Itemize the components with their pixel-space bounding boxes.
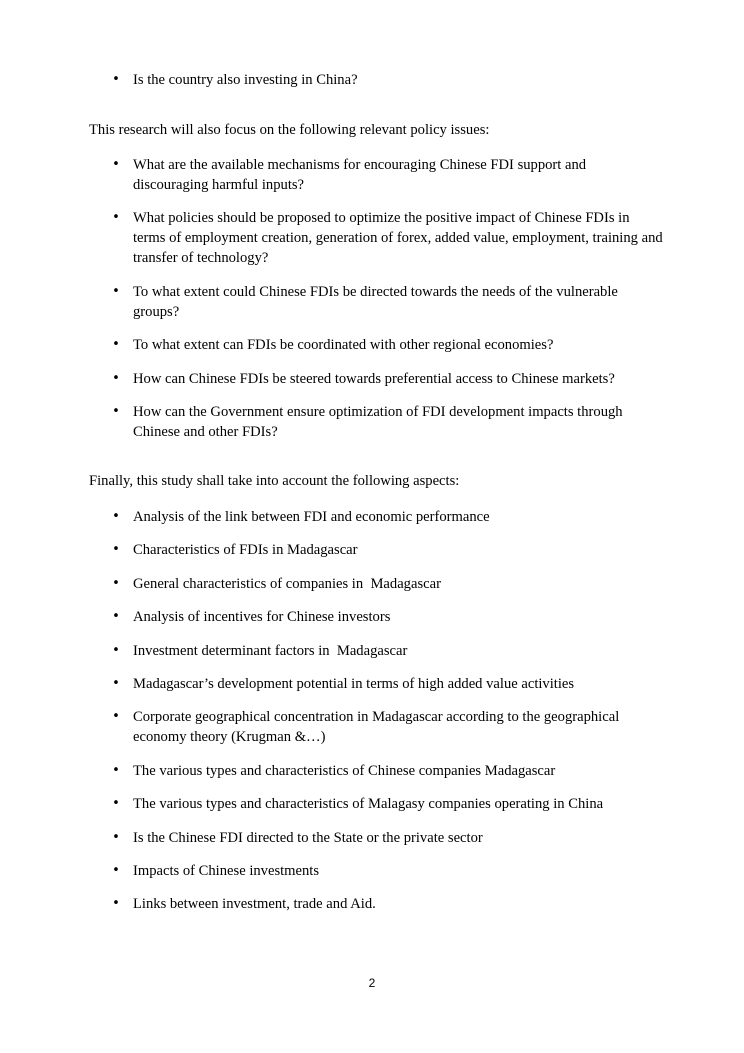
bullet-icon: • [112,157,120,172]
list-item [0,641,744,661]
aspects-intro: Finally, this study shall take into account the following aspects: [89,473,460,489]
list-item-text: To what extent could Chinese FDIs be directed towards the needs of the vulnerable groups? [133,283,618,320]
list-item [0,607,744,627]
list-item [0,761,744,781]
list-item-text: General characteristics of companies in Madagascar [133,575,441,592]
list-item-text: To what extent can FDIs be coordinated with other regional economies? [133,337,554,354]
bullet-icon: • [112,370,120,386]
bullet-icon: • [112,642,120,658]
list-item-text: Investment determinant factors in Madagascar [133,642,408,659]
list-item [0,574,744,594]
list-item-text: Corporate geographical concentration in Madagascar according to the geographical economy theory (Krugman &…) [133,709,620,746]
list-item [0,861,744,881]
list-item-text: Links between investment, trade and Aid. [133,896,376,913]
list-item [0,70,744,90]
list-item [0,794,744,814]
list-item-text: Characteristics of FDIs in Madagascar [133,542,358,559]
bullet-icon: • [112,609,120,625]
continued-question-list [0,70,744,90]
bullet-icon: • [112,403,120,419]
list-item [0,828,744,848]
list-item [0,402,744,442]
bullet-icon: • [112,72,120,87]
list-item-text: Analysis of incentives for Chinese investors [133,609,391,626]
list-item [0,894,744,914]
bullet-icon: • [112,337,120,353]
list-item-text: Is the Chinese FDI directed to the State or the private sector [133,829,483,846]
bullet-icon: • [112,509,120,524]
list-item-text: Analysis of the link between FDI and economic performance [133,509,490,525]
list-item-text: How can the Government ensure optimization of FDI development impacts through Chinese and other FDIs? [133,403,623,440]
list-item-text: Is the country also investing in China? [133,72,358,88]
list-item-text: The various types and characteristics of Chinese companies Madagascar [133,762,556,779]
policy-issues-list [0,155,744,455]
page-number: 2 [368,976,376,990]
bullet-icon: • [112,862,120,878]
list-item [0,540,744,560]
list-item-text: The various types and characteristics of Malagasy companies operating in China [133,796,604,813]
list-item [0,335,744,355]
bullet-icon: • [112,283,120,299]
bullet-icon: • [112,210,120,226]
bullet-icon: • [112,542,120,558]
list-item-text: How can Chinese FDIs be steered towards preferential access to Chinese markets? [133,370,615,387]
list-item [0,282,744,322]
bullet-icon: • [112,675,120,691]
list-item-text: Impacts of Chinese investments [133,862,320,879]
list-item [0,155,744,195]
bullet-icon: • [112,762,120,778]
policy-issues-intro: This research will also focus on the following relevant policy issues: [89,122,490,138]
aspects-list [0,507,744,928]
list-item-text: Madagascar’s development potential in terms of high added value activities [133,675,575,692]
bullet-icon: • [112,829,120,845]
bullet-icon: • [112,709,120,725]
list-item [0,674,744,694]
list-item-text: What policies should be proposed to optimize the positive impact of Chinese FDIs in terms of employment creation, generation of forex, added value, employment, training and transfer of technology? [133,210,663,267]
list-item [0,507,744,527]
bullet-icon: • [112,896,120,912]
list-item [0,369,744,389]
list-item [0,707,744,747]
list-item-text: What are the available mechanisms for encouraging Chinese FDI support and discouraging harmful inputs? [133,157,587,193]
bullet-icon: • [112,575,120,591]
list-item [0,208,744,268]
bullet-icon: • [112,796,120,812]
